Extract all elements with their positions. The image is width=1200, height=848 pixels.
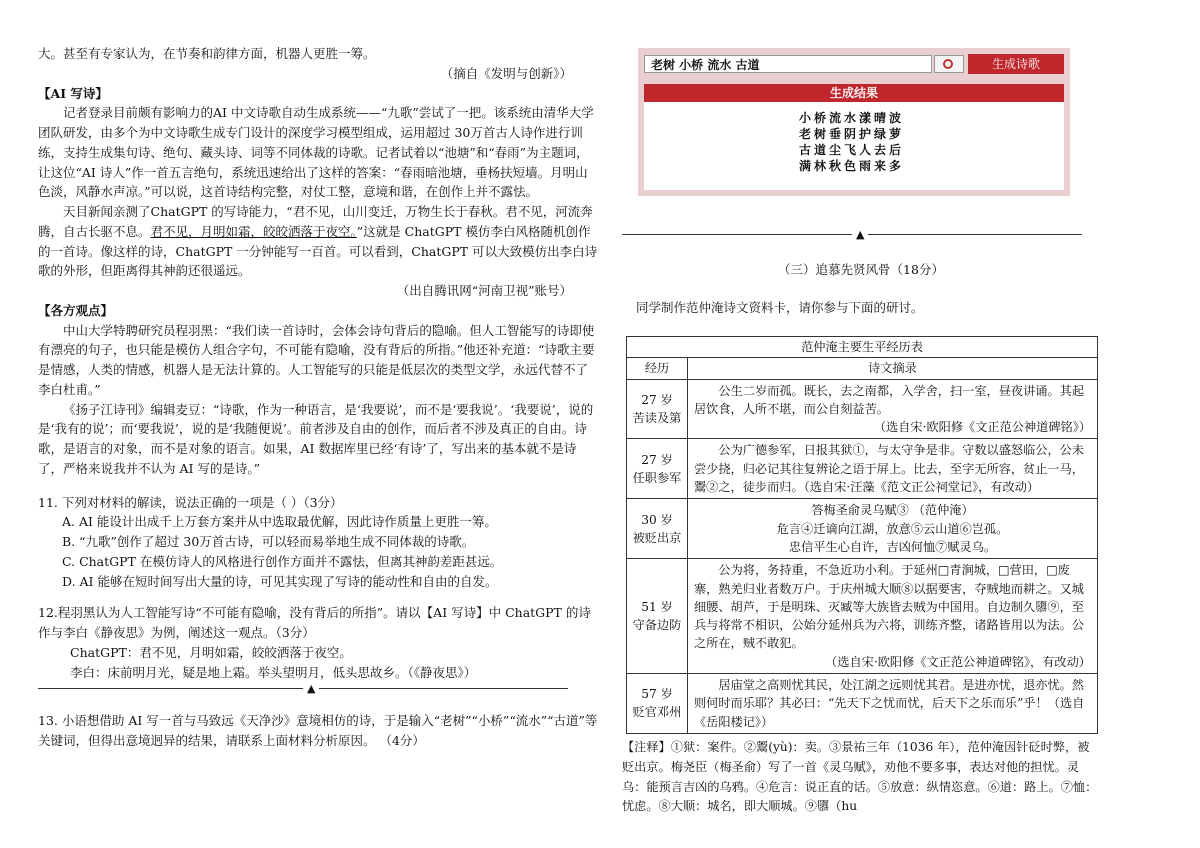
poem-line-3: 古道尘飞人去后 <box>799 143 905 157</box>
poem-title: 答梅圣俞灵乌赋③ （范仲淹） <box>811 503 974 518</box>
poem-couplet-1: 危言④迁谪向江湖，放意⑤云山道⑥岂孤。 <box>776 521 1009 536</box>
row-age: 27 岁 <box>641 452 673 467</box>
section-divider-left <box>38 682 568 699</box>
row-text: 公为将，务持重，不急近功小利。于延州□青涧城，□营田，□废寨，熟羌归业者数万户。于庆州城大顺⑧以据要害，夺贼地而耕之。又城细腰、胡芦，于是明珠、灭臧等大族皆去贼为中国用。自边制久隳⑨，至兵与将常不相识，公始分延州兵为六将，训练齐整，诸路皆用以为法。公之所在，贼不敢犯。 <box>694 563 1084 651</box>
question-11: 11. 下列对材料的解读，说法正确的一项是（ ）（3分） <box>38 494 343 510</box>
right-divider-wrap <box>622 228 1082 249</box>
search-icon[interactable] <box>934 55 964 73</box>
poem-generator-panel <box>638 48 1070 196</box>
poem-line-1: 小桥流水漾晴波 <box>799 111 905 125</box>
views-paragraph-1: 中山大学特聘研究员程羽黑：“我们读一首诗时，会体会诗句背后的隐喻。但人工智能写的诗即使有漂亮的句子，也只能是模仿人组合字句，不可能有隐喻，没有背后的所指。”他还补充道：“诗歌主要是情感，人类的情感，机器人是无法计算的。人工智能写的只能是低层次的类型文学，永远代替不了李白杜甫。” <box>38 322 595 397</box>
row-text: 公为广德参军，日报其狱①，与太守争是非。守数以盛怒临公，公未尝少挠，归必记其往复辨论之语于屏上。比去，至字无所容，贫止一马，鬻②之，徒步而归。（选自宋·汪藻《范文正公祠堂记》，有改动） <box>694 443 1085 495</box>
option-c: C. ChatGPT 在模仿诗人的风格进行创作方面并不露怯，但离其神韵差距甚远。 <box>62 553 503 569</box>
row-age: 51 岁 <box>641 599 673 614</box>
row-text: 居庙堂之高则忧其民，处江湖之远则忧其君。是进亦忧，退亦忧。然则何时而乐耶？其必曰：“先天下之忧而忧，后天下之乐而乐”乎！（选自《岳阳楼记》） <box>694 678 1085 729</box>
option-b: B. “九歌”创作了超过 30万首古诗，可以轻而易举地生成不同体裁的诗歌。 <box>62 534 475 549</box>
chatgpt-underlined-line: 君不见，月明如霜，皎皎洒落于夜空。 <box>150 223 357 239</box>
question-11-options <box>38 512 598 591</box>
biography-table-wrap <box>626 336 1098 734</box>
poem-line-4: 满林秋色雨来多 <box>799 159 905 173</box>
row-stage: 贬官邓州 <box>632 705 682 720</box>
table-row <box>627 439 1098 499</box>
intro-tail: 大。甚至有专家认为，在节奏和韵律方面，机器人更胜一筹。 <box>38 46 376 61</box>
row-source: （选自宋·欧阳修《文正范公神道碑铭》，有改动） <box>825 654 1091 669</box>
question-13: 13. 小语想借助 AI 写一首与马致远《天净沙》意境相仿的诗，于是输入“老树”“小桥”“流水”“古道”等关键词，但得出意境迥异的结果，请联系上面材料分析原因。 （4分） <box>38 713 598 748</box>
instruction: 同学制作范仲淹诗文资料卡，请你参与下面的研讨。 <box>636 300 924 315</box>
left-column <box>38 0 598 751</box>
table-row <box>627 674 1098 734</box>
poem-couplet-2: 忠信平生心自许，吉凶何恤⑦赋灵乌。 <box>788 539 997 554</box>
row-source: （选自宋·欧阳修《文正范公神道碑铭》） <box>873 420 1091 435</box>
row-stage: 被贬出京 <box>632 530 682 545</box>
row-age: 30 岁 <box>641 512 673 527</box>
source-line-2: （出自腾讯网“河南卫视”账号） <box>396 283 572 298</box>
section-divider-right <box>622 228 1082 245</box>
row-age: 27 岁 <box>641 392 673 407</box>
row-text: 公生二岁而孤。既长，去之南都，入学舍，扫一室，昼夜讲诵。其起居饮食，人所不堪，而公自刻益苦。 <box>694 383 1085 416</box>
row-stage: 守备边防 <box>632 618 682 633</box>
table-row <box>627 379 1098 439</box>
row-stage: 苦读及第 <box>632 411 682 426</box>
source-line-1: （摘自《发明与创新》） <box>440 65 572 81</box>
views-paragraph-2: 《扬子江诗刊》编辑麦豆：“诗歌，作为一种语言，是‘我要说’，而不是‘要我说’。‘我要说’，说的是‘我有的说’；而‘要我说’，说的是‘我随便说’。前者涉及自由的创作，而后者不涉及真正的自由。诗歌，是语言的对象，而不是对象的语言。如果，AI 数据库里已经‘有诗’了，写出来的基本就不是诗了，严格来说我并不认为 AI 写的是诗。” <box>38 401 594 476</box>
poem-line-2: 老树垂阴护绿萝 <box>799 127 905 141</box>
question-12-chatgpt-line: ChatGPT：君不见，月明如霜，皎皎洒落于夜空。 <box>70 644 352 660</box>
ai-poetry-heading: 【AI 写诗】 <box>38 85 108 101</box>
biography-table <box>626 336 1098 734</box>
table-title: 范仲淹主要生平经历表 <box>627 337 1098 358</box>
option-d: D. AI 能够在短时间写出大量的诗，可见其实现了写诗的能动性和自由的自发。 <box>62 573 498 589</box>
views-heading: 【各方观点】 <box>38 302 114 318</box>
row-age: 57 岁 <box>641 687 673 702</box>
option-a: A. AI 能设计出成千上万套方案并从中选取最优解，因此诗作质量上更胜一筹。 <box>62 514 497 530</box>
annotation-notes: 【注释】①狱：案件。②鬻(yù)：卖。③景祐三年（1036 年），范仲淹因针砭时弊，被贬出京。梅尧臣（梅圣俞）写了一首《灵乌赋》，劝他不要多事，表达对他的担忧。灵乌：能预言吉凶的乌鸦。④危言：说正直的话。⑤放意：纵情恣意。⑥道：路上。⑦恤：忧虑。⑧大顺：城名，即大顺城。⑨隳（hu <box>622 740 1098 814</box>
table-row <box>627 499 1098 559</box>
keyword-input[interactable]: 老树 小桥 流水 古道 <box>644 55 932 73</box>
chatgpt-outro: ”这就是 ChatGPT 模仿李白风格随机创作的一首诗。像这样的诗，ChatGPT 一分钟能写一百首。可以看到，ChatGPT 可以大致模仿出李白诗歌的外形，但距离得其神韵还很遥远。 <box>38 223 598 279</box>
ai-poetry-paragraph-1: 记者登录目前颇有影响力的AI 中文诗歌自动生成系统——“九歌”尝试了一把。该系统由清华大学团队研发，由多个为中文诗歌生成专门设计的深度学习模型组成，运用超过 30万首古人诗作进行训练，支持生成集句诗、绝句、藏头诗、词等不同体裁的诗歌。记者试着以“池塘”和“春雨”为主题词，让这位“AI 诗人”作一首五言绝句，系统迅速给出了这样的答案：“春雨暗池塘，垂杨扶短墙。月明山色淡，风静水声凉。”可以说，这首诗结构完整，对仗工整，意境和谐，在创作上并不露怯。 <box>38 105 594 200</box>
row-stage: 任职参军 <box>632 470 682 485</box>
question-12: 12.程羽黑认为人工智能写诗“不可能有隐喻，没有背后的所指”。请以【AI 写诗】中 ChatGPT 的诗作与李白《静夜思》为例，阐述这一观点。（3分） <box>38 605 591 640</box>
triangle-mark-icon: ▲ <box>852 226 868 243</box>
generate-poem-button[interactable]: 生成诗歌 <box>968 54 1064 74</box>
section-title: （三）追慕先贤风骨（18分） <box>778 262 944 277</box>
question-12-libai-line: 李白：床前明月光，疑是地上霜。举头望明月，低头思故乡。（《静夜思》） <box>70 664 477 680</box>
result-area <box>644 102 1064 190</box>
table-row <box>627 559 1098 674</box>
ai-poetry-paragraph-2 <box>38 202 598 281</box>
result-title: 生成结果 <box>644 84 1064 102</box>
chatgpt-intro: 天目新闻亲测了ChatGPT 的写诗能力，“君不见，山川变迁，万物生长于春秋。君不见，河流奔腾，自古长驱不息。 <box>38 204 593 239</box>
triangle-mark-icon: ▲ <box>303 680 319 697</box>
col-header-age: 经历 <box>627 358 688 379</box>
col-header-text: 诗文摘录 <box>688 358 1098 379</box>
